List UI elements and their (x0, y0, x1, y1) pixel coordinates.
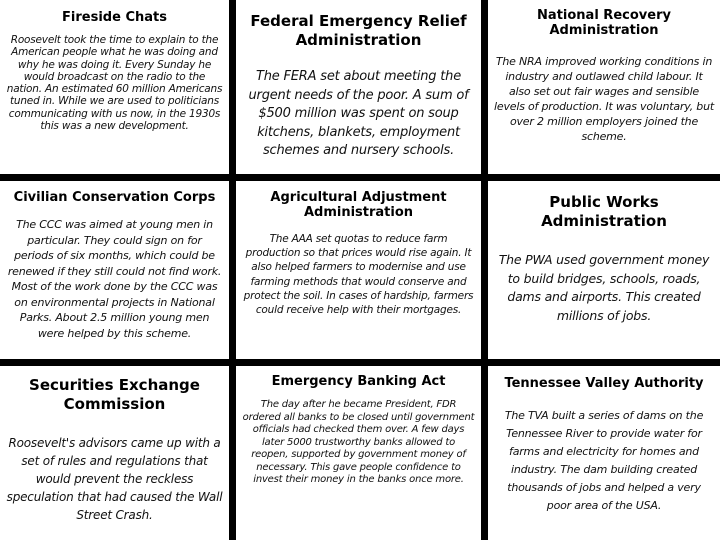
card-title: Federal Emergency Relief Administration (250, 12, 467, 49)
card-text: The day after he became President, FDR ordered all banks to be closed until government officials had checked them over. A few days later 5000 trustworthy banks allowed to reopen, supported by government money of necessary. This gave people confidence to invest their money in the banks once more. (242, 399, 475, 485)
card-text: The FERA set about meeting the urgent needs of the poor. A sum of $500 million was spent on soup kitchens, blankets, employment schemes and nursery schools. (248, 69, 469, 158)
card-aaa (236, 181, 481, 359)
card-title: Public Works Administration (541, 193, 667, 230)
card-text: The CCC was aimed at young men in particular. They could sign on for periods of six months, which could be renewed if they still could not find work. Most of the work done by the CCC was on environmental projects in National Parks. About 2.5 million young men were helped by this scheme. (7, 218, 222, 340)
card-title: Securities Exchange Commission (29, 376, 200, 413)
card-text: The PWA used government money to build bridges, schools, roads, dams and airports. This created millions of jobs. (498, 252, 710, 323)
card-tva (488, 366, 720, 540)
card-title: Agricultural Adjustment Administration (270, 190, 447, 220)
card-title: Fireside Chats (62, 10, 167, 25)
card-title: Emergency Banking Act (271, 374, 446, 389)
card-text: The AAA set quotas to reduce farm production so that prices would rise again. It also helped farmers to modernise and use farming methods that would conserve and protect the soil. In cases of hardship, farmers could receive help with their mortgages. (243, 233, 474, 317)
card-nra (488, 0, 720, 174)
card-ccc (0, 181, 229, 359)
card-fera (236, 0, 481, 174)
card-text: Roosevelt's advisors came up with a set of rules and regulations that would prevent the reckless speculation that had caused the Wall Street Crash. (6, 436, 223, 522)
card-pwa (488, 181, 720, 359)
card-title: Tennessee Valley Authority (504, 376, 704, 391)
card-text: Roosevelt took the time to explain to the American people what he was doing and why he was doing it. Every Sunday he would broadcast on the radio to the nation. An estimated 60 million Americans tuned in. While we are used to politicians communicating with us now, in the 1930s this was a new development. (6, 34, 223, 133)
card-title: National Recovery Administration (537, 8, 671, 38)
card-fireside-chats (0, 0, 229, 174)
card-title: Civilian Conservation Corps (13, 190, 216, 205)
card-sec (0, 366, 229, 540)
card-text: The NRA improved working conditions in industry and outlawed child labour. It also set out fair wages and sensible levels of production. It was voluntary, but over 2 million employers joined the scheme. (494, 55, 714, 143)
card-text: The TVA built a series of dams on the Tennessee River to provide water for farms and electricity for homes and industry. The dam building created thousands of jobs and helped a very poor area of the USA. (504, 409, 704, 512)
card-emergency-banking-act (236, 366, 481, 540)
